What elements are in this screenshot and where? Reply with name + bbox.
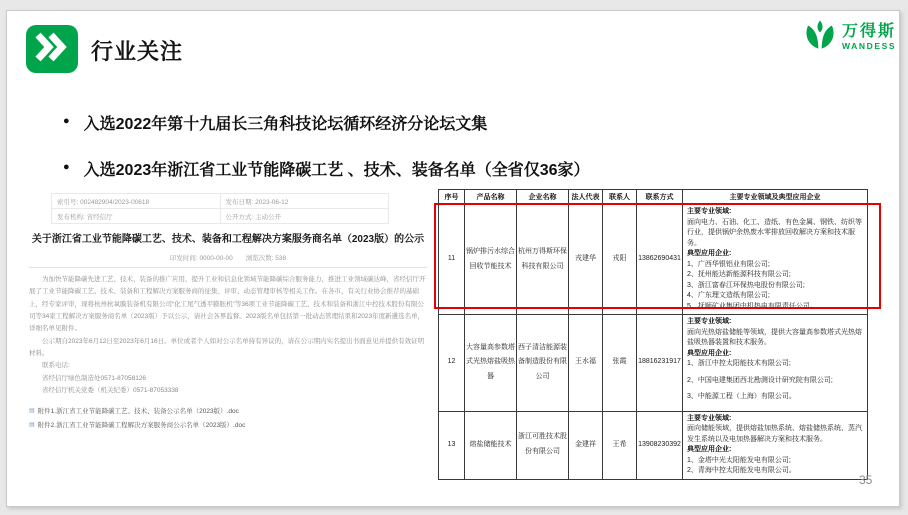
app-company: 5、抚顺矿业集团中机热电有限责任公司。 xyxy=(687,302,817,310)
bullet-item xyxy=(63,157,743,180)
document-panel xyxy=(29,193,427,434)
domain-label: 主要专业领域: xyxy=(687,318,732,325)
attachment-text: 附件1.浙江省工业节能降碳工艺、技术、装备公示名单（2023版）.doc xyxy=(37,408,239,416)
header-phone: 联系方式 xyxy=(637,190,683,205)
doc-paragraph: 为加快节能降碳先进工艺、技术、装备的推广应用，提升工业和信息化领域节能降碳综合服务能力，推进工业领域碳达峰，省经信厅开展了工业节能降碳工艺、技术、装备和工程解决方案服务商的征集、评审、动态管理审核等相关工作。在各市、有关行业协会推荐的基础上，经专家评审，现将杭州杭氧膜装备机有限公司“化工尾气透平膨胀机”等36项工业节能降碳工艺、技术和装备和浙江中控技术股份有限公司等34家工程解决方案服务商名单（2023版）予以公示，请社会各界监督。2023版名单包括第一批动态管理结果和2023年度新遴选名单，详细名单见附件。 xyxy=(29,276,426,333)
cell-legal-rep: 戎建华 xyxy=(569,205,603,315)
domain-text: 面向光热熔盐储能等领域，提供大容量高参数塔式光热熔盐吸热器装置和技术服务。 xyxy=(687,328,862,346)
cell-company: 西子清洁能源装备制造股份有限公司 xyxy=(517,315,569,412)
meta-index: 索引号: 002482904/2023-00618 xyxy=(52,194,221,209)
cell-domain-detail xyxy=(683,315,868,412)
provider-table xyxy=(438,189,868,480)
meta-publicity-mode: 公开方式: 主动公开 xyxy=(220,209,389,224)
app-company: 4、广东理文造纸有限公司; xyxy=(687,292,770,299)
wandess-logo xyxy=(803,17,896,58)
app-company: 3、浙江富春江环保热电股份有限公司; xyxy=(687,281,805,289)
bullet-item xyxy=(63,111,743,134)
bullet-dot-icon: ● xyxy=(63,115,70,127)
app-company: 1、金塔中光太阳能发电有限公司; xyxy=(687,456,791,464)
wandess-plant-icon xyxy=(803,17,837,58)
app-company: 2、青海中控太阳能发电有限公司。 xyxy=(687,467,796,474)
app-company: 2、中国电建集团西北勘测设计研究院有限公司; xyxy=(687,376,833,384)
table-row-12 xyxy=(439,315,868,412)
attachment-text: 附件2.浙江省工业节能降碳工程解决方案服务商公示名单（2023版）.doc xyxy=(37,422,246,430)
table-header-row xyxy=(439,190,868,205)
cell-product: 大容量高参数塔式光热熔盐吸热器 xyxy=(465,315,517,412)
page-number: 35 xyxy=(859,473,873,487)
meta-publish-date: 发布日期: 2023-06-12 xyxy=(220,194,389,209)
attachment-link-2[interactable] xyxy=(29,420,427,429)
cell-product: 熔盐储能技术 xyxy=(465,411,517,479)
cell-no: 12 xyxy=(439,315,465,412)
bullet-text: 入选2022年第十九届长三角科技论坛循环经济分论坛文集 xyxy=(83,116,488,133)
app-company: 1、广西华银铝业有限公司; xyxy=(687,260,770,268)
apps-label: 典型应用企业: xyxy=(687,250,732,257)
app-company: 2、抚州能达新能源科技有限公司; xyxy=(687,271,791,278)
domain-label: 主要专业领域: xyxy=(687,414,732,422)
header-legal-rep: 法人代表 xyxy=(569,190,603,205)
app-company: 3、中能源工程（上海）有限公司。 xyxy=(687,393,796,400)
cell-phone: 13862690431 xyxy=(637,205,683,315)
header-product: 产品名称 xyxy=(465,190,517,205)
title-chevron-badge xyxy=(26,25,78,73)
table-row-13 xyxy=(439,411,868,479)
header-company: 企业名称 xyxy=(517,190,569,205)
cell-no: 11 xyxy=(439,205,465,315)
bullet-text: 入选2023年浙江省工业节能降碳工艺 、技术、装备名单（全省仅36家） xyxy=(83,162,590,179)
header-no: 序号 xyxy=(439,190,465,205)
cell-no: 13 xyxy=(439,411,465,479)
doc-contact-label: 联系电话: xyxy=(42,362,70,370)
apps-label: 典型应用企业: xyxy=(687,446,732,453)
bullet-dot-icon: ● xyxy=(63,161,70,173)
page-title: 行业关注 xyxy=(91,39,184,64)
doc-contact-phone: 省经信厅机关党委（机关纪委）0571-87053338 xyxy=(42,387,179,395)
slide-canvas xyxy=(6,10,900,507)
attachment-link-1[interactable] xyxy=(29,406,427,415)
cell-legal-rep: 王水福 xyxy=(569,315,603,412)
cell-company: 杭州万得斯环保科技有限公司 xyxy=(517,205,569,315)
domain-text: 面向储能领域，提供熔盐加热系统、熔盐储热系统、蒸汽发生系统以及电加热器解决方案和技术服务。 xyxy=(687,425,862,443)
document-title: 关于浙江省工业节能降碳工艺、技术、装备和工程解决方案服务商名单（2023版）的公示 xyxy=(31,234,425,245)
app-company: 1、浙江中控太阳能技术有限公司; xyxy=(687,360,791,367)
cell-domain-detail xyxy=(683,205,868,315)
attachment-list xyxy=(29,406,427,429)
doc-paragraph: 公示期自2023年6月12日至2023年6月16日。单位或者个人如对公示名单持有异议的，请在公示期内实名提出书面意见并提供有效证明材料。 xyxy=(29,337,425,358)
wandess-logo-text xyxy=(842,23,896,51)
provider-table-panel xyxy=(438,189,868,480)
header-domain: 主要专业领域及典型应用企业 xyxy=(683,190,868,205)
document-body xyxy=(29,274,427,397)
meta-publisher: 发布机构: 省经信厅 xyxy=(52,209,221,224)
cell-company: 浙江可胜技术股份有限公司 xyxy=(517,411,569,479)
logo-name-cn: 万得斯 xyxy=(842,23,897,41)
document-meta-table xyxy=(51,193,389,224)
cell-legal-rep: 金建祥 xyxy=(569,411,603,479)
apps-label: 典型应用企业: xyxy=(687,349,732,357)
cell-contact: 戎阳 xyxy=(603,205,637,315)
doc-file-icon: ▤ xyxy=(29,422,35,429)
cell-domain-detail xyxy=(683,411,868,479)
document-stats-line: 印发时间: 0000-00-00 浏览次数: 538 xyxy=(29,253,427,268)
doc-file-icon: ▤ xyxy=(29,408,35,415)
table-row-11 xyxy=(439,205,868,315)
cell-contact: 王希 xyxy=(603,411,637,479)
logo-name-en: WANDESS xyxy=(842,40,897,51)
domain-text: 面向电力、石油、化工、造纸、有色金属、钢铁、纺织等行业，提供锅炉余热废水零排放回收解决方案和技术服务。 xyxy=(687,218,862,247)
header-contact: 联系人 xyxy=(603,190,637,205)
domain-label: 主要专业领域: xyxy=(687,208,732,215)
double-chevron-icon xyxy=(32,30,72,69)
cell-contact: 张霞 xyxy=(603,315,637,412)
cell-phone: 13908230392 xyxy=(637,411,683,479)
cell-product: 锅炉排污水综合回收节能技术 xyxy=(465,205,517,315)
doc-contact-phone: 省经信厅绿色制造处0571-87058126 xyxy=(42,374,147,382)
cell-phone: 18816231917 xyxy=(637,315,683,412)
